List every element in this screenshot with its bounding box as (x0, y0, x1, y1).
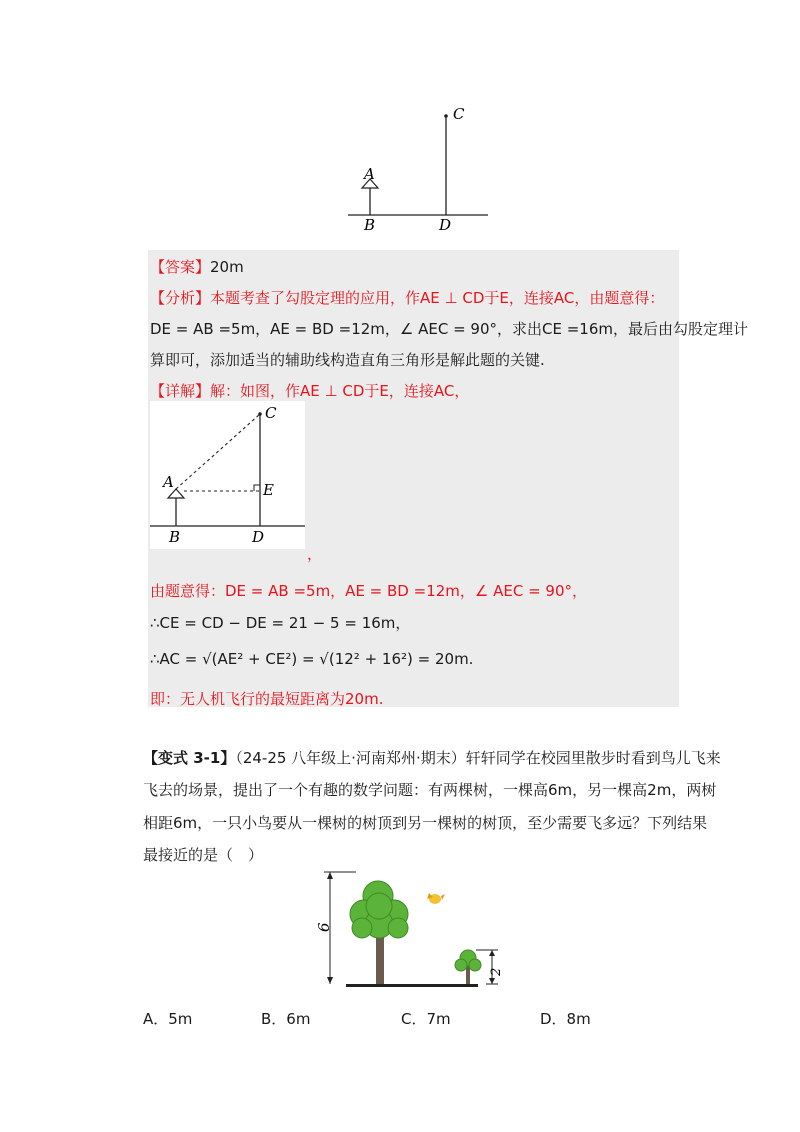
analysis-text-1: 本题考查了勾股定理的应用，作AE ⊥ CD于E，连接AC，由题意得： (210, 289, 665, 307)
arrow-up-icon (327, 872, 333, 879)
analysis-line-2: DE = AB =5m，AE = BD =12m，∠ AEC = 90°，求出CE =16m，最后由勾股定理计 (150, 320, 749, 338)
right-angle-mark (254, 485, 260, 491)
option-a[interactable]: A．5m (143, 1010, 193, 1028)
point-c (444, 114, 448, 118)
label-d: D (252, 528, 265, 546)
label-c: C (453, 105, 465, 123)
figure-trailer: ， (307, 545, 323, 563)
answer-tag: 【答案】 (150, 258, 211, 276)
arrow-down-icon (327, 977, 333, 984)
step-2: ∴CE = CD − DE = 21 − 5 = 16m， (150, 614, 411, 632)
label-d: D (439, 216, 452, 234)
step-1: 由题意得：DE = AB =5m，AE = BD =12m，∠ AEC = 90°， (150, 582, 588, 600)
label-a: A (364, 165, 375, 183)
question-line-3: 相距6m，一只小鸟要从一棵树的树顶到另一棵树的树顶，至少需要飞多远？下列结果 (143, 814, 708, 832)
figure-3-trees (316, 866, 516, 996)
option-b[interactable]: B．6m (261, 1010, 311, 1028)
detail-line (150, 380, 469, 401)
figure-1-diagram (340, 100, 500, 235)
option-d[interactable]: D．8m (540, 1010, 591, 1028)
figure-2-diagram (150, 401, 305, 549)
arrow-up-icon (489, 950, 495, 956)
label-b: B (364, 216, 376, 234)
detail-text: 解：如图，作AE ⊥ CD于E，连接AC， (210, 382, 470, 400)
answer-value: 20m (210, 258, 244, 276)
tall-tree-canopy (350, 881, 408, 938)
question-text-1: 轩轩同学在校园里散步时看到鸟儿飞来 (465, 749, 721, 767)
question-line-1 (143, 747, 721, 768)
question-line-2: 飞去的场景，提出了一个有趣的数学问题：有两棵树，一棵高6m，另一棵高2m，两树 (143, 781, 717, 799)
label-c: C (265, 404, 277, 422)
label-a: A (163, 473, 174, 491)
arrow-down-icon (489, 978, 495, 984)
tall-label: 6 (316, 922, 333, 932)
analysis-line-3: 算即可，添加适当的辅助线构造直角三角形是解此题的关键. (150, 351, 545, 369)
segment-ac (176, 414, 260, 489)
ground-line (346, 984, 478, 987)
analysis-line-1 (150, 287, 664, 308)
question-source: （24-25 八年级上·河南郑州·期末） (235, 749, 466, 767)
label-e: E (263, 481, 274, 499)
label-b: B (169, 528, 181, 546)
short-label: 2 (489, 967, 504, 976)
option-c[interactable]: C．7m (401, 1010, 451, 1028)
conclusion: 即：无人机飞行的最短距离为20m. (150, 690, 384, 708)
analysis-tag: 【分析】 (150, 289, 211, 307)
bird-icon (427, 893, 445, 904)
answer-line (150, 256, 244, 277)
detail-tag: 【详解】 (150, 382, 211, 400)
question-tag: 【变式 3-1】 (143, 749, 236, 767)
question-line-4: 最接近的是（ ） (143, 846, 264, 864)
step-3: ∴AC = √(AE² + CE²) = √(12² + 16²) = 20m. (150, 650, 474, 668)
